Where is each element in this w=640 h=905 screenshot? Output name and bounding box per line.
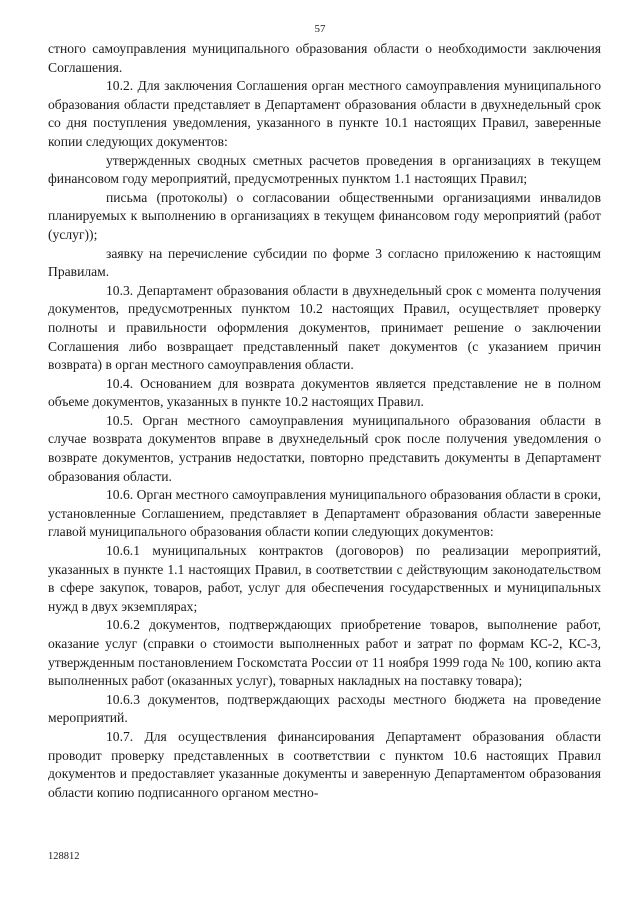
paragraph-10-6-1: 10.6.1 муниципальных контрактов (договоров) по реализации мероприятий, указанных в пункте 1.1 настоящих Правил, в соответствии с действующим законодательством в сфере закупок, товаров, работ, услуг для обеспечения государственных и муниципальных нужд в двух экземплярах; bbox=[48, 543, 601, 614]
document-code: 128812 bbox=[48, 851, 80, 862]
page-number: 57 bbox=[314, 23, 326, 35]
paragraph-10-6-2: 10.6.2 документов, подтверждающих приобретение товаров, выполнение работ, оказание услуг (справки о стоимости выполненных работ и затрат по формам КС-2, КС-3, утвержденным постановлением Госкомстата России от 11 ноября 1999 года № 100, копию акта выполненных работ (оказанных услуг), товарных накладных на поставку товара); bbox=[48, 617, 601, 689]
paragraph-10-7: 10.7. Для осуществления финансирования Департамент образования области проводит проверку представленных в соответствии с пунктом 10.6 настоящих Правил документов и предоставляет указанные документы и заверенную Департаментом образования области копию подписанного органом местно- bbox=[48, 728, 601, 800]
paragraph-10-6: 10.6. Орган местного самоуправления муниципального образования области в сроки, установленные Соглашением, представляет в Департамент образования области заверенные главой муниципального образования области копии следующих документов: bbox=[48, 487, 601, 540]
paragraph-list-item: заявку на перечисление субсидии по форме 3 согласно приложению к настоящим Правилам. bbox=[48, 245, 601, 280]
paragraph-10-5: 10.5. Орган местного самоуправления муниципального образования области в случае возврата документов вправе в двухнедельный срок после получения уведомления о возврате документов, устранив недостатки, повторно представить документы в Департамент образования области. bbox=[48, 412, 601, 484]
paragraph-continuation: стного самоуправления муниципального образования области о необходимости заключения Соглашения. bbox=[48, 41, 601, 75]
paragraph-10-3: 10.3. Департамент образования области в двухнедельный срок с момента получения документов, предусмотренных пунктом 10.2 настоящих Правил, осуществляет проверку полноты и правильности оформления документов, принимает решение о заключении Соглашения либо возвращает представленный пакет документов (с указанием причин возврата) в орган местного самоуправления области. bbox=[48, 282, 601, 373]
paragraph-10-6-3: 10.6.3 документов, подтверждающих расходы местного бюджета на проведение мероприятий. bbox=[48, 691, 601, 726]
document-body bbox=[48, 40, 601, 802]
paragraph-10-4: 10.4. Основанием для возврата документов является представление не в полном объеме документов, указанных в пункте 10.2 настоящих Правил. bbox=[48, 375, 601, 410]
paragraph-list-item: утвержденных сводных сметных расчетов проведения в организациях в текущем финансовом году мероприятий, предусмотренных пунктом 1.1 настоящих Правил; bbox=[48, 152, 601, 187]
paragraph-list-item: письма (протоколы) о согласовании общественными организациями инвалидов планируемых к выполнению в организациях в текущем финансовом году мероприятий (работ (услуг)); bbox=[48, 189, 601, 242]
paragraph-10-2: 10.2. Для заключения Соглашения орган местного самоуправления муниципального образования области представляет в Департамент образования области в двухнедельный срок со дня поступления уведомления, указанного в пункте 10.1 настоящих Правил, заверенные копии следующих документов: bbox=[48, 78, 601, 149]
